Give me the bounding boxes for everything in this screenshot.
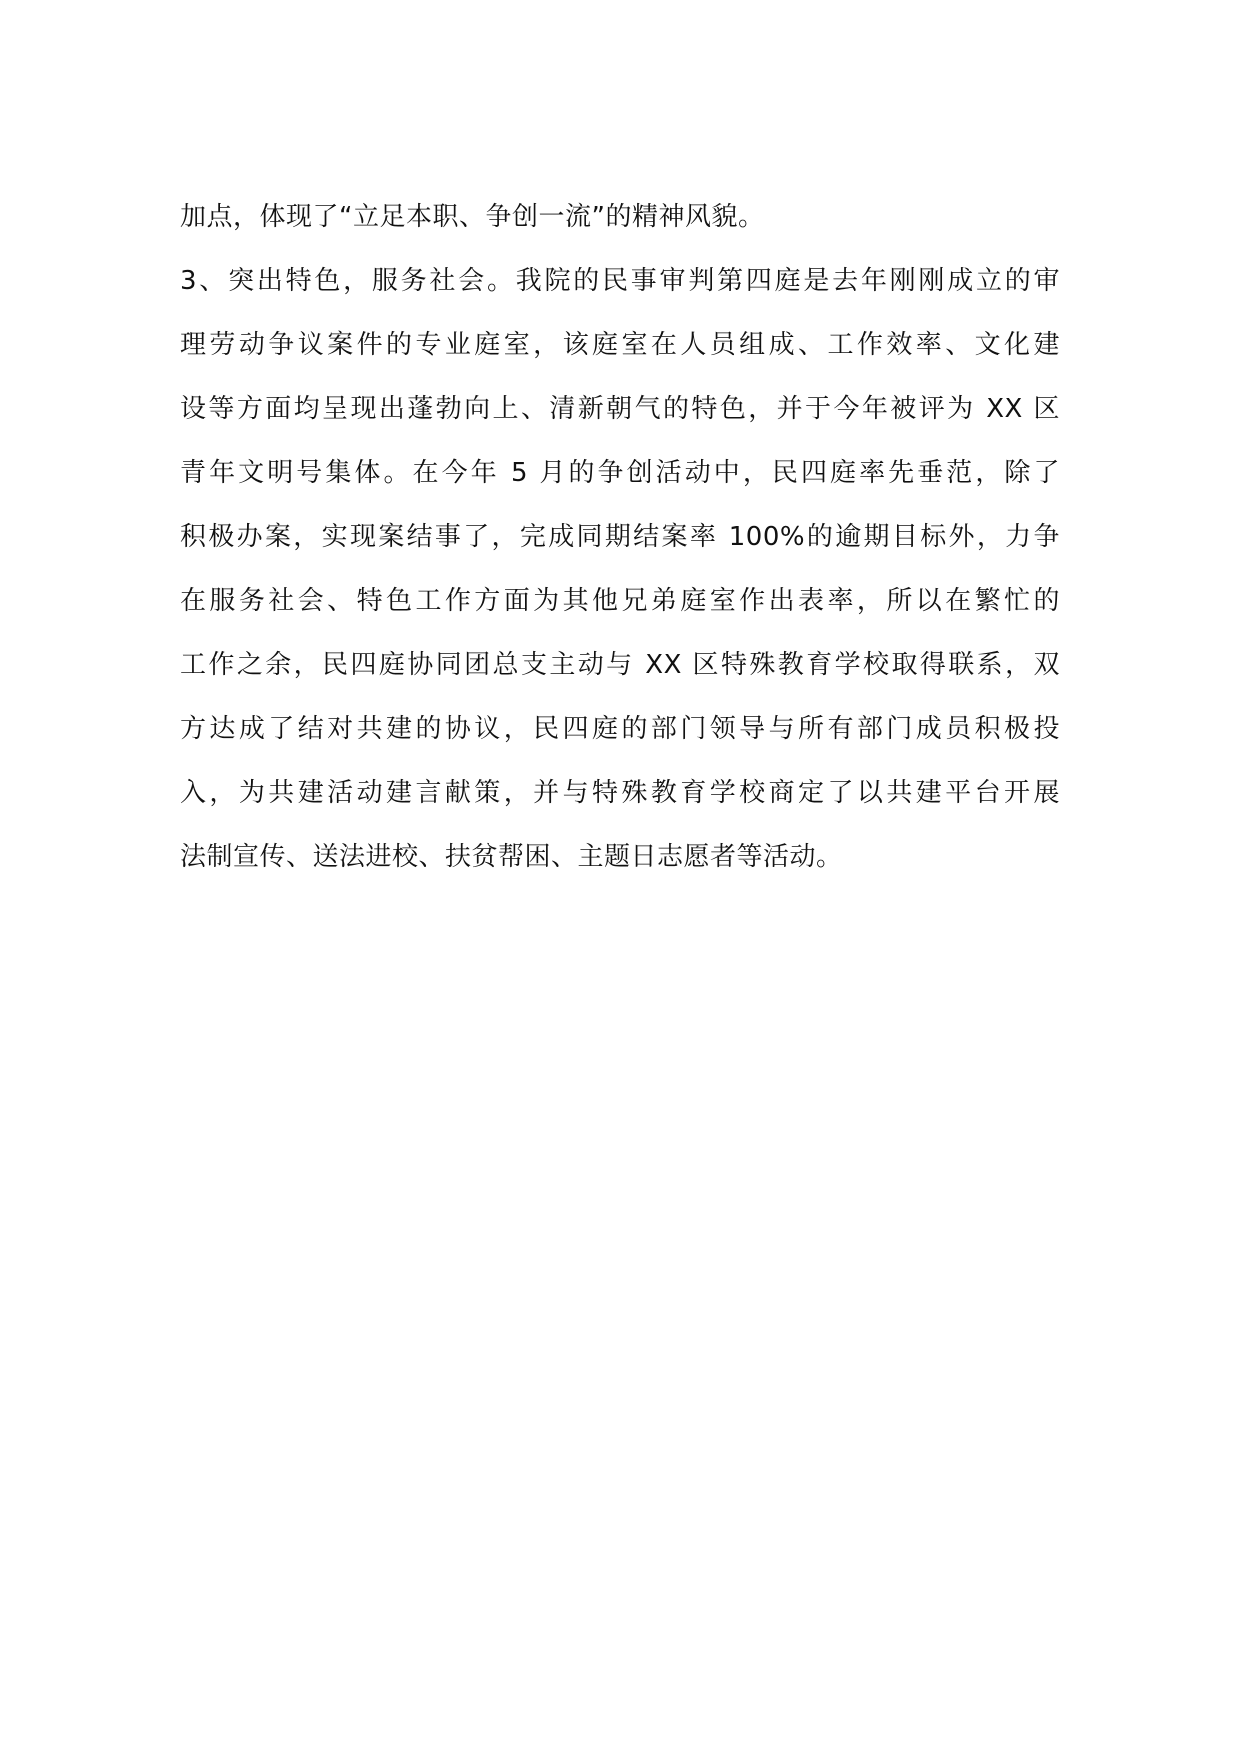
paragraph-line-11: 法制宣传、送法进校、扶贫帮困、主题日志愿者等活动。 bbox=[180, 842, 843, 872]
document-body bbox=[180, 185, 1060, 889]
paragraph-line-5: 青年文明号集体。在今年 5 月的争创活动中，民四庭率先垂范，除了 bbox=[180, 458, 1060, 488]
paragraph-line-10: 入，为共建活动建言献策，并与特殊教育学校商定了以共建平台开展 bbox=[180, 778, 1060, 808]
paragraph-line-7: 在服务社会、特色工作方面为其他兄弟庭室作出表率，所以在繁忙的 bbox=[180, 586, 1060, 616]
paragraph-line-4: 设等方面均呈现出蓬勃向上、清新朝气的特色，并于今年被评为 XX 区 bbox=[180, 394, 1060, 424]
paragraph-line-6: 积极办案，实现案结事了，完成同期结案率 100%的逾期目标外，力争 bbox=[180, 522, 1060, 552]
paragraph-line-9: 方达成了结对共建的协议，民四庭的部门领导与所有部门成员积极投 bbox=[180, 714, 1060, 744]
paragraph-line-3: 理劳动争议案件的专业庭室，该庭室在人员组成、工作效率、文化建 bbox=[180, 330, 1060, 360]
paragraph-line-8: 工作之余，民四庭协同团总支主动与 XX 区特殊教育学校取得联系，双 bbox=[180, 650, 1060, 680]
paragraph-line-1: 加点，体现了“立足本职、争创一流”的精神风貌。 bbox=[180, 202, 765, 232]
paragraph-line-2: 3、突出特色，服务社会。我院的民事审判第四庭是去年刚刚成立的审 bbox=[180, 266, 1060, 296]
